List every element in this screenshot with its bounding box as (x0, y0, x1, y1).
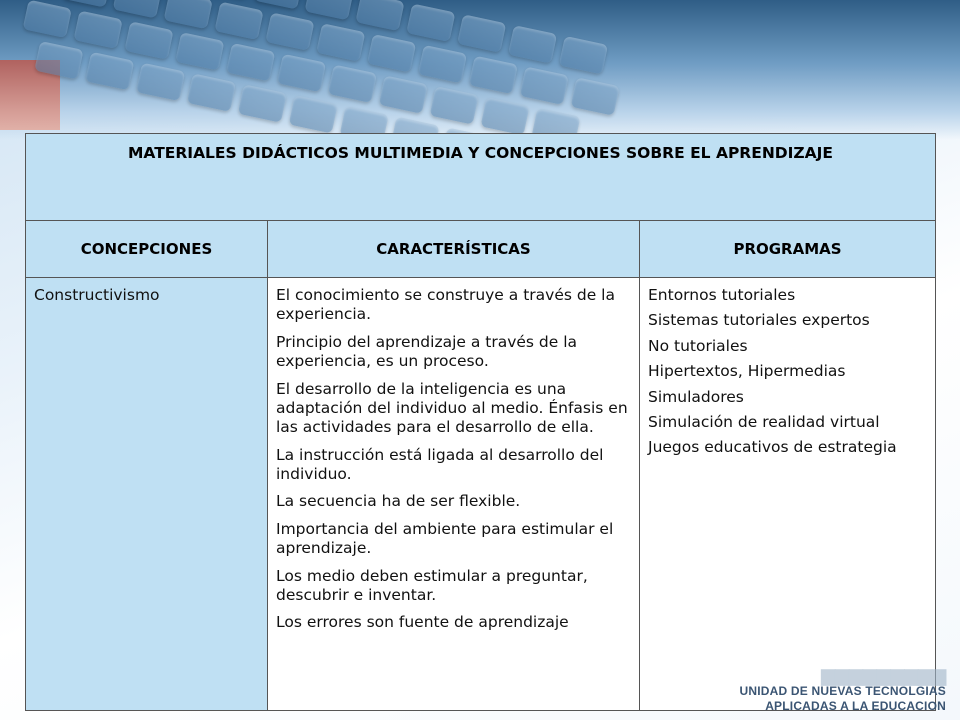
programa-item: Sistemas tutoriales expertos (648, 311, 870, 330)
table-header-row (26, 221, 936, 278)
programa-item: Juegos educativos de estrategia (648, 438, 897, 457)
university-logo (739, 666, 946, 714)
caracteristica-item: La secuencia ha de ser flexible. (276, 492, 521, 511)
caracteristica-item: El conocimiento se construye a través de la experiencia. (276, 286, 615, 324)
comparison-table (25, 133, 936, 711)
header-caracteristicas: CARACTERÍSTICAS (268, 221, 640, 278)
header-concepciones: CONCEPCIONES (26, 221, 268, 278)
cell-programas (640, 278, 936, 711)
table-title: MATERIALES DIDÁCTICOS MULTIMEDIA Y CONCEPCIONES SOBRE EL APRENDIZAJE (26, 134, 936, 221)
comparison-table-wrapper (25, 133, 935, 711)
caracteristica-item: Principio del aprendizaje a través de la experiencia, es un proceso. (276, 332, 578, 371)
keyboard-backdrop (0, 0, 960, 140)
logo-faded-wordmark: ▆▆▆▆▆▆▆▆▆ (821, 665, 946, 685)
programa-item: No tutoriales (648, 336, 748, 355)
header-programas: PROGRAMAS (640, 221, 936, 278)
caracteristica-item: Los medio deben estimular a preguntar, descubrir e inventar. (276, 566, 588, 604)
concepcion-value: Constructivismo (34, 286, 160, 304)
programa-item: Hipertextos, Hipermedias (648, 362, 846, 381)
keyboard-image (0, 0, 710, 140)
programa-item: Simuladores (648, 387, 744, 406)
caracteristica-item: Importancia del ambiente para estimular el aprendizaje. (276, 519, 614, 558)
cell-concepcion (26, 278, 268, 711)
programa-item: Simulación de realidad virtual (648, 412, 880, 431)
logo-line-1: UNIDAD DE NUEVAS TECNOLGIAS (739, 684, 946, 698)
programa-item: Entornos tutoriales (648, 286, 796, 304)
cell-caracteristicas (268, 278, 640, 711)
table-title-row (26, 134, 936, 221)
caracteristica-item: El desarrollo de la inteligencia es una adaptación del individuo al medio. Énfasis en las actividades para el desarrollo de ella. (276, 379, 628, 437)
caracteristica-item: Los errores son fuente de aprendizaje (276, 613, 569, 632)
caracteristica-item: La instrucción está ligada al desarrollo del individuo. (276, 445, 604, 483)
table-row (26, 278, 936, 711)
logo-line-2: APLICADAS A LA EDUCACION (765, 699, 946, 713)
